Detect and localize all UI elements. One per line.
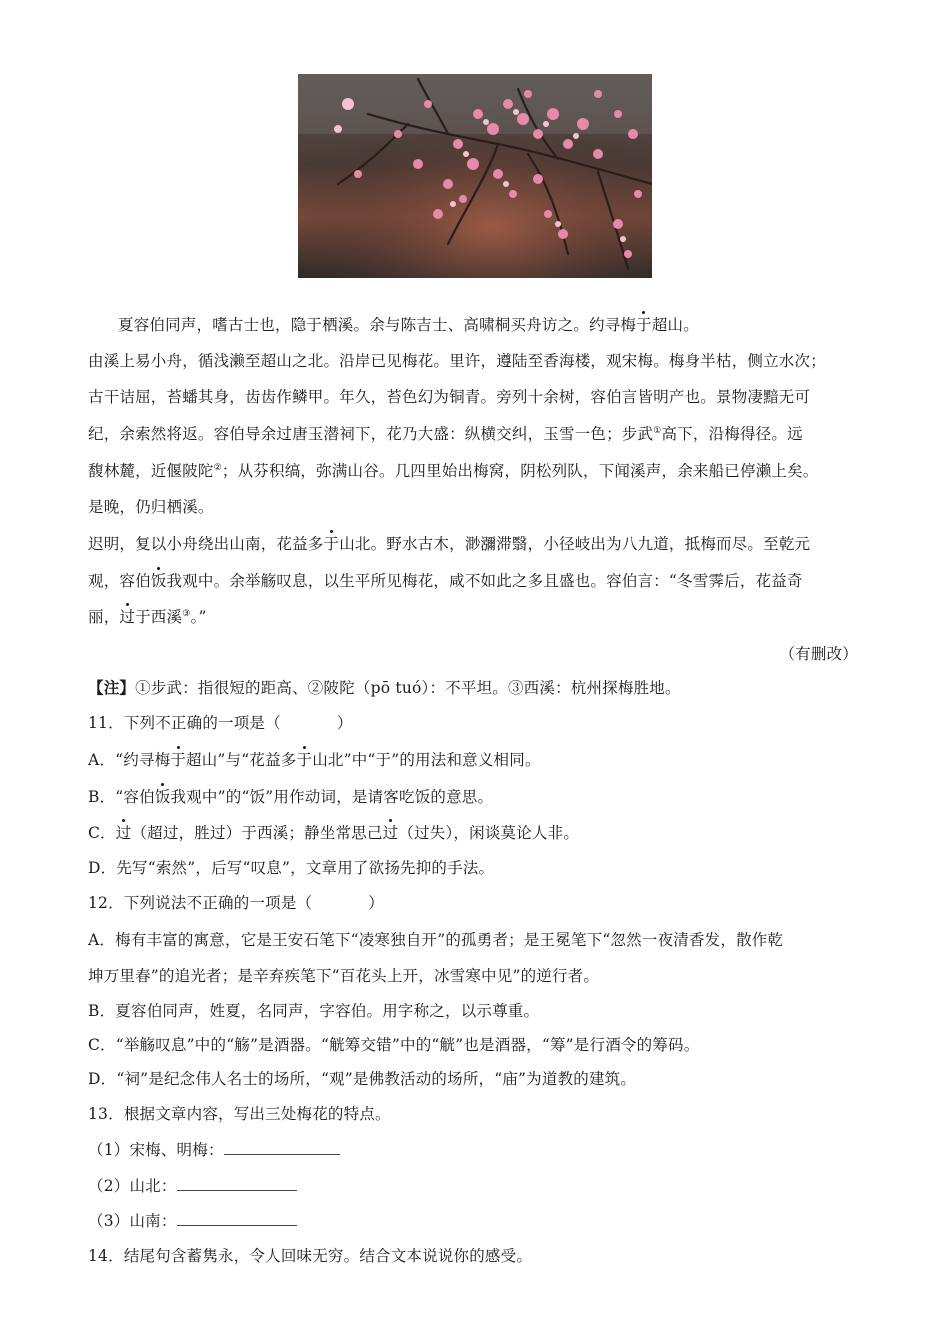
question-13-stem: 13．根据文章内容，写出三处梅花的特点。 — [88, 1105, 391, 1123]
dotted-char: 过 — [115, 824, 132, 842]
question-12-option-a: A．梅有丰富的寓意，它是王安石笔下“凌寒独自开”的孤勇者；是王冕笔下“忽然一夜清香发，散作乾 — [88, 931, 784, 949]
passage-line: 馥林麓，近偃陂陀②；从芬积缟，弥满山谷。几四里始出梅窝，阴松列队，下闻溪声，余来船已停濑上矣。 — [88, 462, 819, 480]
question-12-stem: 12．下列说法不正确的一项是（ ） — [88, 894, 384, 912]
dotted-char: 饭 — [154, 788, 171, 806]
passage-line: 夏容伯同声，嗜古士也，隐于栖溪。余与陈吉士、高啸桐买舟访之。约寻梅于超山。 — [118, 316, 699, 334]
dotted-char: 过 — [119, 608, 136, 626]
plum-blossom-image — [298, 74, 652, 278]
question-11-option-b: B．“容伯饭我观中”的“饭”用作动词，是请客吃饭的意思。 — [88, 788, 494, 806]
question-12-option-d: D．“祠”是纪念伟人名士的场所，“观”是佛教活动的场所，“庙”为道教的建筑。 — [88, 1070, 637, 1088]
answer-blank[interactable] — [224, 1140, 340, 1155]
dotted-char: 于 — [170, 751, 187, 769]
answer-blank[interactable] — [177, 1176, 297, 1191]
dotted-char: 于 — [323, 535, 340, 553]
passage-line: 由溪上易小舟，循浅濑至超山之北。沿岸已见梅花。里许，遵陆至香海楼，观宋梅。梅身半枯，侧立水次； — [88, 352, 826, 370]
source-note: （有删改） — [779, 645, 858, 663]
annotation-note — [88, 678, 863, 698]
passage-line: 古干诘屈，苔蟠其身，齿齿作鳞甲。年久，苔色幻为铜青。旁列十余树，容伯言皆明产也。景物凄黯无可 — [88, 388, 811, 406]
note-text: ①步武：指很短的距高、②陂陀（pō tuó）：不平坦。③西溪：杭州探梅胜地。 — [135, 679, 681, 697]
question-12-option-b: B．夏容伯同声，姓夏，名同声，字容伯。用字称之，以示尊重。 — [88, 1002, 540, 1020]
passage-line: 纪，余索然将返。容伯导余过唐玉潜祠下，花乃大盛：纵横交纠，玉雪一色；步武①高下，沿梅得径。远 — [88, 425, 803, 443]
dotted-char: 于 — [296, 751, 313, 769]
question-11-option-d: D．先写“索然”，后写“叹息”，文章用了欲扬先抑的手法。 — [88, 859, 495, 877]
passage-line: 迟明，复以小舟绕出山南，花益多于山北。野水古木，渺瀰滞翳，小径岐出为八九道，抵梅而尽。至乾元 — [88, 535, 811, 553]
dotted-char: 饭 — [150, 572, 167, 590]
answer-blank[interactable] — [177, 1211, 297, 1226]
passage-line: 观，容伯饭我观中。余举觞叹息，以生平所见梅花，咸不如此之多且盛也。容伯言：“冬雪霁后，花益奇 — [88, 572, 803, 590]
question-13-item-2: （2）山北： — [88, 1176, 863, 1196]
dotted-char: 过 — [382, 824, 399, 842]
question-12-option-c: C．“举觞叹息”中的“觞”是酒器。“觥筹交错”中的“觥”也是酒器，“筹”是行酒令的筹码。 — [88, 1036, 700, 1054]
question-13-item-3: （3）山南： — [88, 1211, 863, 1231]
question-11-stem: 11．下列不正确的一项是（ ） — [88, 714, 353, 732]
note-label: 【注】 — [88, 678, 136, 697]
plum-blossom-photo — [298, 74, 652, 278]
question-11-option-c: C．过（超过，胜过）于西溪；静坐常思己过（过失），闲谈莫论人非。 — [88, 824, 580, 842]
question-14-stem: 14．结尾句含蓄隽永，令人回味无穷。结合文本说说你的感受。 — [88, 1247, 533, 1265]
question-13-item-1: （1）宋梅、明梅： — [88, 1140, 863, 1160]
passage-line: 丽，过于西溪③。” — [88, 608, 207, 626]
passage-line: 是晚，仍归栖溪。 — [88, 498, 214, 516]
question-12-option-a-cont: 坤万里春”的追光者；是辛弃疾笔下“百花头上开，冰雪寒中见”的逆行者。 — [88, 967, 600, 985]
question-11-option-a: A．“约寻梅于超山”与“花益多于山北”中“于”的用法和意义相同。 — [88, 751, 541, 769]
dotted-char: 于 — [636, 316, 652, 334]
